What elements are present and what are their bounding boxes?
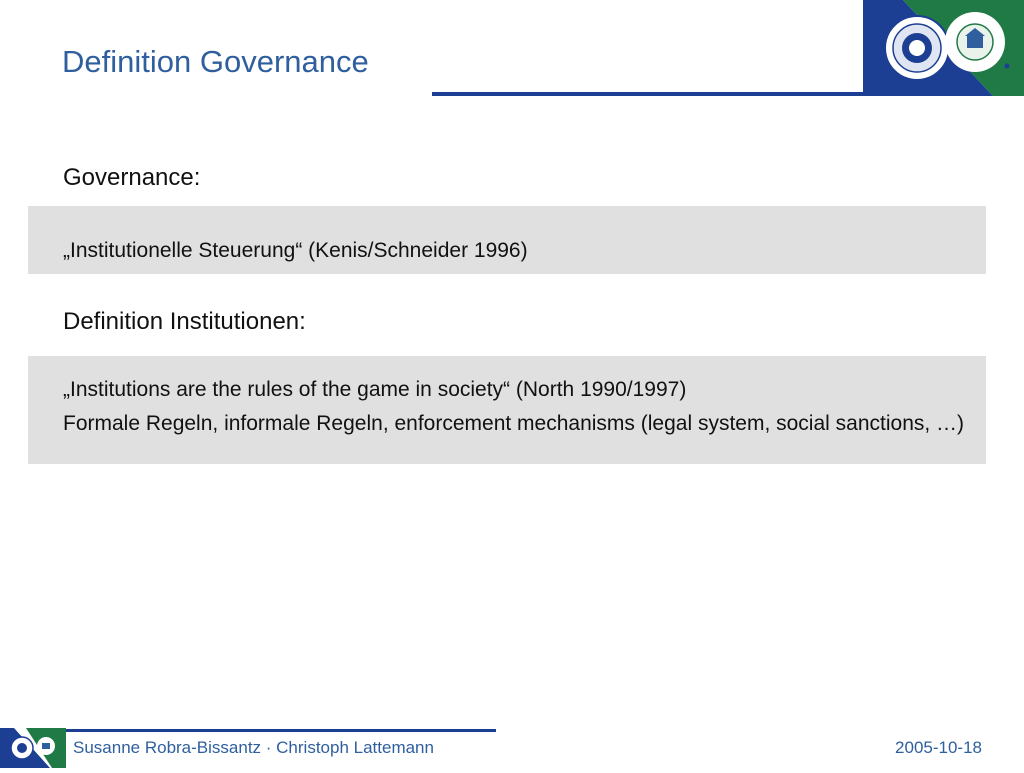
footer-date: 2005-10-18 [895,738,982,757]
footer-authors: Susanne Robra-Bissantz · Christoph Lattemann [73,738,434,757]
slide-title: Definition Governance [62,44,369,79]
formal-rules-text: Formale Regeln, informale Regeln, enforcement mechanisms (legal system, social sanctions, …) [63,412,965,435]
title-underline [432,92,866,96]
university-logo [863,0,1024,96]
governance-heading: Governance: [63,164,201,191]
institutions-heading: Definition Institutionen: [63,308,306,335]
governance-quote: „Institutionelle Steuerung“ (Kenis/Schneider 1996) [63,239,528,262]
footer-logo [0,728,66,768]
institutions-quote: „Institutions are the rules of the game in society“ (North 1990/1997) [63,378,687,401]
footer-rule [66,729,496,732]
